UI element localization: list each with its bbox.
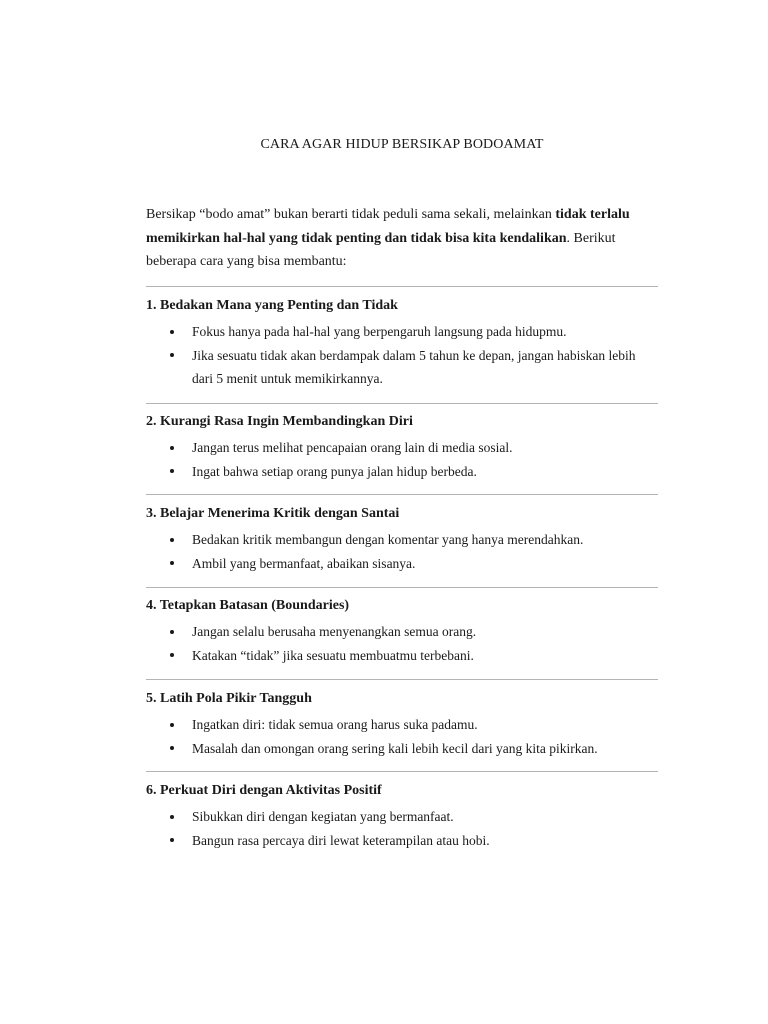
bullet-icon [170,561,174,565]
bullet-list [146,805,658,852]
bullet-icon [170,353,174,357]
section-divider [146,587,658,588]
section-1 [146,297,658,391]
list-item [146,320,658,344]
section-heading: 5. Latih Pola Pikir Tangguh [146,691,312,706]
list-item [146,805,658,829]
intro-paragraph [146,203,658,274]
section-heading: 1. Bedakan Mana yang Penting dan Tidak [146,298,398,313]
list-item [146,552,658,576]
bullet-icon [170,446,174,450]
list-item-text: Fokus hanya pada hal-hal yang berpengaruh langsung pada hidupmu. [192,324,567,339]
list-item-text: Jangan terus melihat pencapaian orang lain di media sosial. [192,440,513,455]
bullet-icon [170,838,174,842]
list-item [146,620,658,644]
list-item [146,829,658,853]
list-item-text: Bangun rasa percaya diri lewat keterampilan atau hobi. [192,832,490,848]
list-item-text: Katakan “tidak” jika sesuatu membuatmu terbebani. [192,647,474,663]
section-heading: 6. Perkuat Diri dengan Aktivitas Positif [146,783,382,798]
list-item [146,344,658,391]
bullet-icon [170,630,174,634]
section-6 [146,782,658,852]
list-item-text: Jangan selalu berusaha menyenangkan semua orang. [192,624,477,639]
list-item [146,528,658,552]
section-divider [146,771,658,772]
bullet-list [146,436,658,483]
section-divider [146,286,658,287]
bullet-icon [170,746,174,750]
list-item-text: Bedakan kritik membangun dengan komentar yang hanya merendahkan. [192,532,584,547]
bullet-list [146,528,658,575]
list-item [146,644,658,668]
section-divider [146,679,658,680]
list-item [146,737,658,761]
list-item-text: Ingatkan diri: tidak semua orang harus suka padamu. [192,717,478,732]
section-3 [146,505,658,575]
list-item-text: Jika sesuatu tidak akan berdampak dalam 5 tahun ke depan, jangan habiskan lebih dari 5 menit untuk memikirkannya. [192,347,636,386]
bullet-icon [170,538,174,542]
section-heading: 2. Kurangi Rasa Ingin Membandingkan Diri [146,414,413,429]
section-2 [146,413,658,483]
list-item [146,436,658,460]
bullet-icon [170,330,174,334]
bullet-list [146,713,658,760]
section-heading: 4. Tetapkan Batasan (Boundaries) [146,598,350,613]
list-item-text: Masalah dan omongan orang sering kali lebih kecil dari yang kita pikirkan. [192,740,598,756]
intro-text-end: . Berikut beberapa cara yang bisa membantu: [146,230,616,269]
intro-text-start: Bersikap “bodo amat” bukan berarti tidak peduli sama sekali, melainkan [146,207,556,222]
bullet-icon [170,653,174,657]
bullet-icon [170,469,174,473]
bullet-icon [170,815,174,819]
bullet-list [146,620,658,667]
intro-bold-text: tidak terlalu memikirkan hal-hal yang tidak penting dan tidak bisa kita kendalikan [146,207,630,246]
list-item [146,460,658,484]
section-4 [146,597,658,667]
section-divider [146,494,658,495]
list-item-text: Sibukkan diri dengan kegiatan yang bermanfaat. [192,809,454,824]
document-title: CARA AGAR HIDUP BERSIKAP BODOAMAT [260,137,544,152]
list-item-text: Ambil yang bermanfaat, abaikan sisanya. [192,555,416,571]
bullet-list [146,320,658,391]
bullet-icon [170,723,174,727]
section-5 [146,690,658,760]
section-heading: 3. Belajar Menerima Kritik dengan Santai [146,506,400,521]
list-item [146,713,658,737]
section-divider [146,403,658,404]
list-item-text: Ingat bahwa setiap orang punya jalan hidup berbeda. [192,463,477,479]
